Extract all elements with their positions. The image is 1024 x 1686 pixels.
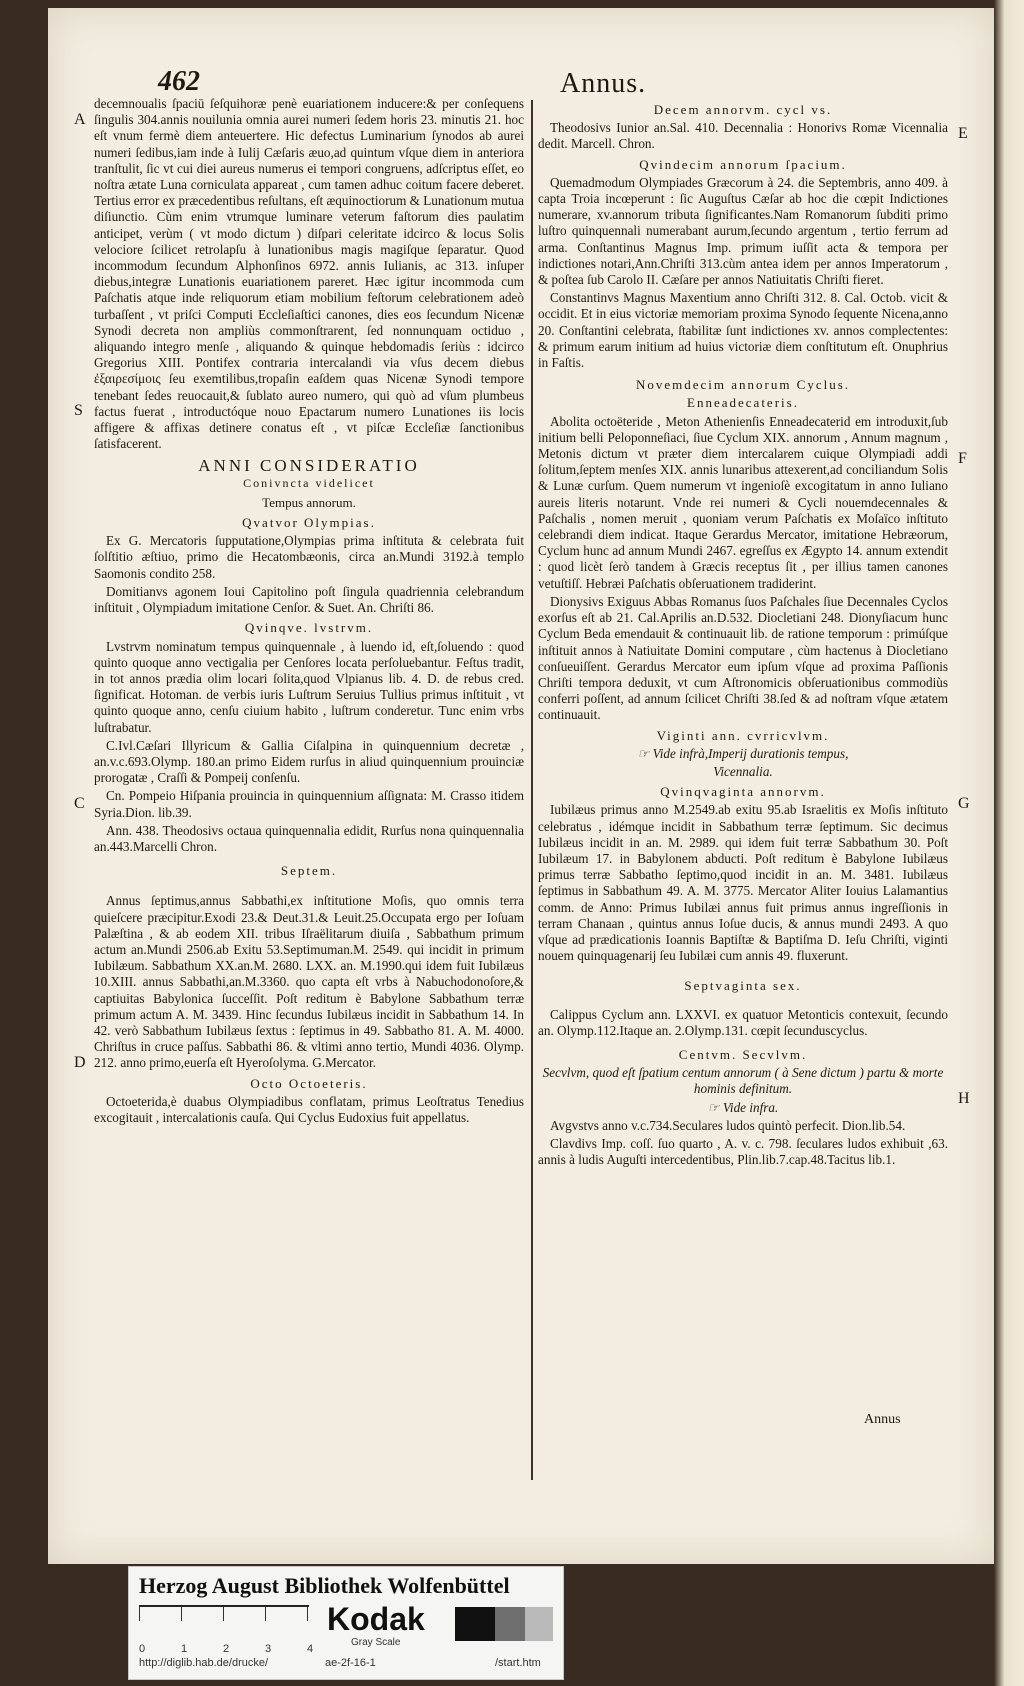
- section-subheading: Tempus annorum.: [262, 494, 356, 510]
- margin-letter-g: G: [958, 795, 970, 812]
- right-column: [538, 96, 948, 1170]
- ruler-tick: [307, 1607, 308, 1621]
- paragraph: Abolita octoëteride , Meton Athenienſis Enneadecaterid em introduxit,ſub initium belli Peloponneſiaci, ſiue Cyclum XIX. annorum , Annum magnum , Metonis dictum vt præter diem intercalarem cuique Olympiadi addi ſolitum,ſeptem menſes XIX. annis lunaribus attexerent,ad conciliandum Solis & Lunæ curſum. Quem numerum vt ingenioſè excogitatum in anno Iuliano aureis literis notarunt. Vnde rei numeri & Cycli nouemdecennales & Paſchalis , nomen meruit , quoniam verum Paſchatis ex Moſaïco inſtituto celebrandi diem indicat. Itaque Gerardus Mercator, imitatione Hebræorum, Cyclum hunc ad annum Mundi 2467. egreſſus ex Ægypto 14. annum extendit : quod licèt ſerò tandem à Græcis receptus ſit , per illius tamen canones vetuſtiſſ. Hebræi Paſchatis obſeruationem tradiderint.: [538, 413, 948, 591]
- entry-subheading: Enneadecateris.: [687, 395, 799, 411]
- entry-heading: Septvaginta sex.: [684, 978, 802, 994]
- entry-heading: Qvinqvaginta annorvm.: [660, 784, 826, 800]
- entry-heading: Centvm. Secvlvm.: [678, 1046, 808, 1062]
- margin-letter-a: A: [74, 111, 86, 128]
- entry-heading: Novemdecim annorum Cyclus.: [635, 377, 851, 393]
- cross-reference: ☞ Vide infra.: [707, 1099, 779, 1115]
- gray-scale-label: Gray Scale: [351, 1637, 401, 1648]
- paragraph: C.Ivl.Cæſari Illyricum & Gallia Ciſalpina in quinquennium decretæ , an.v.c.693.Olymp. 180.an primo Eidem rurſus in aliud quinquennium prouinciæ prorogatæ , Craſſi & Pompeij conſenſu.: [94, 737, 524, 786]
- url-end: /start.htm: [495, 1657, 541, 1669]
- ruler-tick: [265, 1607, 266, 1621]
- entry-heading: Qvatvor Olympias.: [242, 515, 376, 531]
- paragraph: Domitianvs agonem Ioui Capitolino poſt ſingula quadriennia celebrandum inſtituit , Olympiadum imitatione Cenſor. & Suet. An. Chriſti 86.: [94, 583, 524, 616]
- entry-heading: Decem annorvm. cycl vs.: [653, 102, 833, 117]
- ruler-number: 2: [223, 1643, 230, 1655]
- section-heading: ANNI CONSIDERATIO: [198, 456, 420, 476]
- entry-heading: Septem.: [280, 863, 338, 879]
- margin-letter-f: F: [958, 450, 967, 467]
- kodak-logo: Kodak: [327, 1601, 425, 1637]
- paragraph: Theodosivs Iunior an.Sal. 410. Decennalia : Honorivs Romæ Vicennalia dedit. Marcell. Chron.: [538, 120, 948, 152]
- margin-letter-d: D: [74, 1054, 86, 1071]
- paragraph: Dionysivs Exiguus Abbas Romanus ſuos Paſchales ſiue Decennales Cyclos exorſus eſt ab 21. Cal.Aprilis an.D.532. Diocletiani 248. Dionyſiacum hunc Cyclum Beda emendauit & continuauit lib. de ratione temporum : primúſque inſtituit annos à Natiuitate Domini computare , cùm hactenus à Diocletiano conſueuiſſent. Gerardus Mercator eum ipſum vſque ad proxima Paſſionis Chriſti tempora deduxit, vt cum Aſtronomicis obſeruationibus commodiùs conferri poſſent, ad annum ſcilicet Chriſti 38.ſed & ad noſtram vſque ætatem continuauit.: [538, 593, 948, 723]
- url-id: ae-2f-16-1: [325, 1657, 376, 1669]
- section-subheading: Conivncta videlicet: [243, 475, 375, 490]
- url-base: http://diglib.hab.de/drucke/: [139, 1657, 269, 1669]
- paragraph: Constantinvs Magnus Maxentium anno Chriſti 312. 8. Cal. Octob. vicit & occidit. Et in eius victoriæ memoriam proxima Synodo ſequente Nicena,anno 20. Conſtantini celebrata, ſtabilitæ ſunt indictiones xv. annos complectentes: & primum earum initium ad huius victoriæ diem conſtitutum eſt. Onuphrius in Faſtis.: [538, 290, 948, 371]
- paragraph: Clavdivs Imp. coſſ. ſuo quarto , A. v. c. 798. ſeculares ludos exhibuit ,63. annis à ludis Auguſti intercedentibus, Plin.lib.7.cap.48.Tacitus lib.1.: [538, 1135, 948, 1168]
- paragraph: decemnoualis ſpaciū ſeſquihoræ penè euariationem inducere:& per conſequens ſingulis 304.annis nouilunia omnia aurei numeri ſedem horis 23. minutis 21. hoc eſt vnum fermè diem anteuertere. Hic defectus Luminarium ſynodos ab aurei numeri ſedibus,iam inde à Iulij Cæſaris æuo,ad quintum vſque diem in anteriora tranſtulit, ſic vt cui diei aureus numerus ei tempori congruens, adſcriptus eſſet, eo noſtra ætate Luna corniculata appareat , cum tamen adhuc coitum facere deberet. Tertius error ex præcedentibus reſultans, eſt æquinoctiorum & Lunationum mutua diſiunctio. Cùm enim vtrumque luminare veterum faſtorum dies paulatim anticipet, verùm ( vt modo dictum ) diſpari celeritate idcirco & locus Solis velociore ſcilicet retrolapſu à lunationibus magis magiſque ſeparatur. Quod incommodum ſecundum Alphonſinos 6972. annis Iulianis, ac 313. inſuper diebus,integræ Lunationis euariationem pareret. Hæc igitur incommoda cum Paſchatis atque inde reliquorum etiam mobilium feſtorum celebrationem adeò turbaſſent , vt priſci Computi Eccleſiaſtici canones, dies eos ſecundum Nicenæ Synodi decreta non ampliùs commonſtrarent, ſed nonnunquam octiduo , aliquando integro menſe , aliquando & quinque hebdomadis ſeriùs : idcirco Gregorius XIII. Pontifex contraria intercalandi via vſus decem diebus ἐξαιρεσίμοις ſeu exemtilibus,tropaſin eaſdem quas Nicenæ Synodi tempore tenebant ſedes reuocauit,& ſublato aureo numero, qui quò ad vſum plumbeus factus fuerat , introductóque nouo Epactarum numero Lunationes iis locis affigere & affixas detinere conatus eſt , vt piſcæ Eccleſiæ ſanctionibus ſatisfacerent.: [94, 96, 524, 452]
- library-color-card: [128, 1566, 564, 1680]
- scale-ruler: [139, 1605, 309, 1637]
- entry-heading: Viginti ann. cvrricvlvm.: [656, 727, 830, 743]
- running-title: Annus.: [560, 68, 647, 99]
- paragraph: Cn. Pompeio Hiſpania prouincia in quinquennium aſſignata: M. Crasso itidem Syria.Dion. lib.39.: [94, 788, 524, 820]
- entry-heading: Octo Octoeteris.: [250, 1075, 368, 1091]
- paragraph: Annus ſeptimus,annus Sabbathi,ex inſtitutione Moſis, quo omnis terra quieſcere præcipitur.Exodi 23.& Deut.31.& Leuit.25.Occupata ergo per Ioſuam Palæſtina , & ab eodem XII. tribus Iſraëlitarum diuiſa , Sabbathum primum actum an.Mundi 2506.ab Exitu 53.Septimuman.M. 2549. qui incidit in primum Iubilæum. Sabbathum XX.an.M. 2680. LXX. an. M.1990.qui idem fuit Iubilæus 10.XIII. annus Sabbathi,an.M.3360. quo capta eſt vrbs à Nabuchodonoſore,& captiuitas Babylonica ſucceſſit. Poſt reditum è Babylone Sabbathum terræ primum actum A. M. 3439. Hinc ſecundus Iubilæus incidit in Sabbathum 14. In 42. verò Sabbathum Iubilæus ſextus : ſeptimus in 49. Sabbatho 81. A. M. 4000. Chriſtus in cruce paſſus. Sabbathi 86. & vltimi anno tertio, Mundi 4036. Olymp. 212. anno primo,euerſa eſt Hyeroſolyma. G.Mercator.: [94, 893, 524, 1071]
- ruler-tick: [181, 1607, 182, 1621]
- gray-patch-light: [525, 1607, 553, 1641]
- ruler-number: 0: [139, 1643, 146, 1655]
- cross-reference: ☞ Vide infrà,Imperij durationis tempus,: [637, 745, 849, 761]
- entry-heading: Qvinqve. lvstrvm.: [244, 620, 374, 636]
- adjacent-page-edge: [994, 0, 1024, 1686]
- paragraph: Calippus Cyclum ann. LXXVI. ex quatuor Metonticis contexuit, ſecundo an. Olymp.112.Itaque an. 2.Olymp.131. cœpit ſecunduscyclus.: [538, 1006, 948, 1038]
- page-number: 462: [158, 66, 200, 97]
- paragraph: Ann. 438. Theodosivs octaua quinquennalia edidit, Rurſus nona quinquennalia an.443.Marcelli Chron.: [94, 822, 524, 854]
- paragraph: Ex G. Mercatoris ſupputatione,Olympias prima inſtituta & celebrata fuit ſolſtitio æſtiuo, primo die Hecatombæonis, circa an.Mundi 3192.à templo Saomonis condito 258.: [94, 533, 524, 581]
- library-name: Herzog August Bibliothek Wolfenbüttel: [139, 1573, 510, 1598]
- ruler-tick: [139, 1607, 140, 1621]
- margin-letter-s: S: [74, 402, 83, 419]
- cross-reference: Vicennalia.: [713, 763, 773, 779]
- catchword: Annus: [864, 1412, 901, 1427]
- paragraph: Octoeterida,è duabus Olympiadibus conflatam, primus Leoſtratus Tenedius excogitauit , intercalationis cauſa. Qui Cyclus Eudoxius fuit appellatus.: [94, 1093, 524, 1125]
- entry-heading: Qvindecim annorum ſpacium.: [639, 156, 847, 172]
- ruler-number: 3: [265, 1643, 272, 1655]
- gray-patch-mid: [495, 1607, 525, 1641]
- ruler-tick: [223, 1607, 224, 1621]
- left-column: [94, 96, 524, 1128]
- ruler-number: 1: [181, 1643, 188, 1655]
- margin-letter-e: E: [958, 125, 968, 142]
- paragraph: Avgvstvs anno v.c.734.Seculares ludos quintò perfecit. Dion.lib.54.: [550, 1117, 906, 1133]
- margin-letter-c: C: [74, 795, 85, 812]
- margin-letter-h: H: [958, 1090, 970, 1107]
- paragraph: Lvstrvm nominatum tempus quinquennale , à luendo id, eſt,ſoluendo : quod quinto quoque anno vectigalia per Cenſores locata perſoluebantur. Feſtus tradit, in tot annos prædia olim locari ſolita,quod Vlpianus lib. 4. D. de rebus cred. ſignificat. Hotoman. de verbis iuris Luſtrum Seruius Tullius primus inſtituit , vt quinto quoque anno, cenſu ciuium habito , luſtrum conderetur. Tunc enim vrbs luſtrabatur.: [94, 638, 524, 735]
- paragraph: Quemadmodum Olympiades Græcorum à 24. die Septembris, anno 409. à capta Troia incœperunt : ſic Auguſtus Cæſar ab hoc die cœpit Indictiones numerare, xv.annorum tributa ſignificantes.Nam Romanorum ſubditi primo luſtro quinquennali numerabant aurum,ſecundo argentum , tertio ferrum ad arma. Conſtantinus Magnus Imp. primum iuſſit acta & tempora per indictiones notari,Ann.Chriſti 313.cùm antea idem per annos Imperatorum , & poſtea ſub Carolo II. Cæſare per annos Natiuitatis Chriſti fieret.: [538, 174, 948, 288]
- entry-definition: Secvlvm, quod eſt ſpatium centum annorum ( à Sene dictum ) partu & morte hominis definitum.: [542, 1065, 944, 1097]
- gray-patch-black: [455, 1607, 495, 1641]
- column-rule: [531, 100, 533, 1480]
- paragraph: Iubilæus primus anno M.2549.ab exitu 95.ab Israelitis ex Moſis inſtituto celebratus , idémque incidit in Sabbathum terræ ſeptimum. Sic decimus Iubilæus incidit in an. M. 2989. qui idem fuit terræ Sabbathum 30. Poſt Iubilæum 17. in Babylonem abducti. Poſt reditum è Babylone Iubilæus primus terræ Sabbatho ſeptimo,quod incidit in an. M. 3481. Iubilæus ſeptimus in Sabbathum 49. A. M. 3775. Mercator Aliter Iouius Lalamantius comm. de Anno: Primus Iubilæi annus fuit primus annus ingreſſionis in terram Chanaan , quintus annus Ioſue ducis, & annus mundi 2493. A quo vſque ad prædicationis Ioannis Baptiſtæ & Baptiſma D. Ieſu Chriſti, viginti nouem quinquagenarij ſeu Iubilæi cum annis 49. fluxerunt.: [538, 802, 948, 964]
- ruler-number: 4: [307, 1643, 314, 1655]
